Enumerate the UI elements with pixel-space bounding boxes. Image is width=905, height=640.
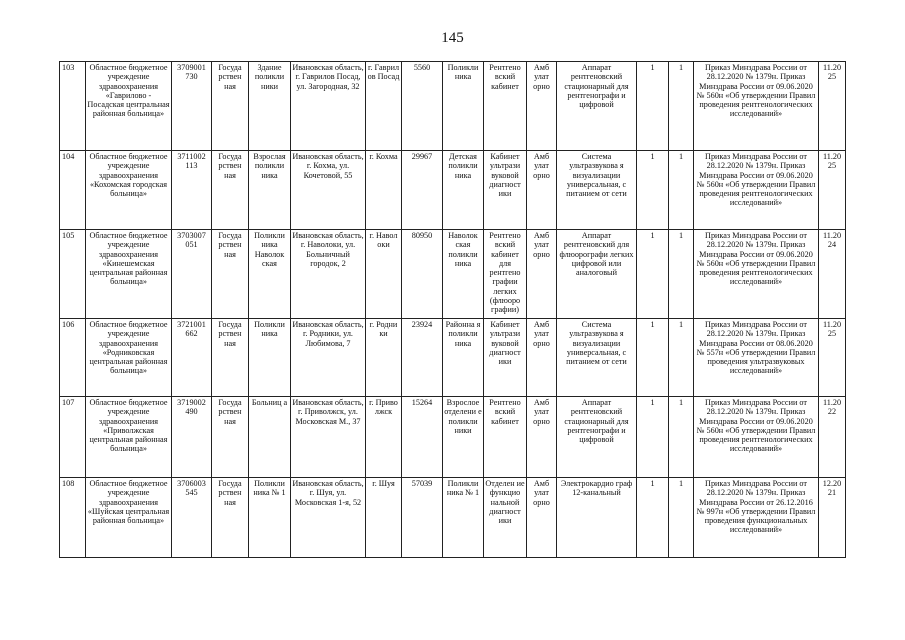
cell-address: Ивановская область, г. Наволоки, ул. Больничный городок, 2 [291, 230, 366, 319]
cell-number: 106 [60, 319, 86, 397]
cell-date: 11.20 22 [819, 397, 846, 478]
cell-room: Рентгено вский кабинет [484, 397, 527, 478]
cell-equipment: Система ультразвукова я визуализации универсальная, с питанием от сети [557, 151, 637, 230]
cell-code: 3709001 730 [172, 62, 212, 151]
cell-population: 5560 [402, 62, 443, 151]
cell-address: Ивановская область, г. Приволжск, ул. Московская М., 37 [291, 397, 366, 478]
cell-ownership: Госуда рствен ная [212, 478, 249, 558]
cell-date: 11.20 25 [819, 319, 846, 397]
cell-room: Отделен ие функцио нальной диагност ики [484, 478, 527, 558]
cell-town: г. Кохма [366, 151, 402, 230]
cell-quantity-b: 1 [669, 319, 694, 397]
table-row [60, 478, 846, 558]
cell-order: Приказ Минздрава России от 28.12.2020 № 1379н. Приказ Минздрава России от 09.06.2020 № 560н «Об утверждении Правил проведения рентгенологических исследований» [694, 62, 819, 151]
cell-quantity-a: 1 [637, 151, 669, 230]
cell-quantity-b: 1 [669, 478, 694, 558]
cell-equipment: Аппарат рентгеновский стационарный для рентгенографи и цифровой [557, 62, 637, 151]
cell-room: Кабинет ультрази вуковой диагност ики [484, 319, 527, 397]
cell-quantity-a: 1 [637, 230, 669, 319]
cell-number: 107 [60, 397, 86, 478]
cell-equipment: Электрокардио граф 12-канальный [557, 478, 637, 558]
cell-care-type: Амб улат орно [527, 62, 557, 151]
cell-town: г. Родни ки [366, 319, 402, 397]
cell-building: Поликли ника [249, 319, 291, 397]
cell-quantity-b: 1 [669, 62, 694, 151]
cell-town: г. Шуя [366, 478, 402, 558]
cell-number: 108 [60, 478, 86, 558]
cell-order: Приказ Минздрава России от 28.12.2020 № 1379н. Приказ Минздрава России от 26.12.2016 № 997н «Об утверждении Правил проведения функциональных исследований» [694, 478, 819, 558]
cell-quantity-a: 1 [637, 319, 669, 397]
cell-address: Ивановская область, г. Кохма, ул. Кочетовой, 55 [291, 151, 366, 230]
cell-department: Поликли ника № 1 [443, 478, 484, 558]
table-row [60, 397, 846, 478]
table-row [60, 319, 846, 397]
cell-population: 15264 [402, 397, 443, 478]
table-row [60, 62, 846, 151]
cell-equipment: Аппарат рентгеновский стационарный для рентгенографи и цифровой [557, 397, 637, 478]
cell-population: 29967 [402, 151, 443, 230]
cell-quantity-b: 1 [669, 151, 694, 230]
cell-organization: Областное бюджетное учреждение здравоохранения «Шуйская центральная районная больница» [86, 478, 172, 558]
cell-code: 3721001 662 [172, 319, 212, 397]
cell-department: Детская поликли ника [443, 151, 484, 230]
cell-room: Кабинет ультрази вуковой диагност ики [484, 151, 527, 230]
cell-care-type: Амб улат орно [527, 478, 557, 558]
cell-population: 80950 [402, 230, 443, 319]
cell-organization: Областное бюджетное учреждение здравоохранения «Приволжская центральная районная больница» [86, 397, 172, 478]
cell-care-type: Амб улат орно [527, 319, 557, 397]
cell-quantity-b: 1 [669, 230, 694, 319]
cell-building: Больниц а [249, 397, 291, 478]
cell-building: Взрослая поликли ника [249, 151, 291, 230]
cell-organization: Областное бюджетное учреждение здравоохранения «Кинешемская центральная районная больница» [86, 230, 172, 319]
cell-quantity-b: 1 [669, 397, 694, 478]
cell-room: Рентгено вский кабинет для рентгено графии легких (флюоро графии) [484, 230, 527, 319]
cell-population: 57039 [402, 478, 443, 558]
cell-code: 3719002 490 [172, 397, 212, 478]
cell-number: 103 [60, 62, 86, 151]
cell-number: 104 [60, 151, 86, 230]
cell-quantity-a: 1 [637, 478, 669, 558]
cell-care-type: Амб улат орно [527, 230, 557, 319]
cell-address: Ивановская область, г. Родники, ул. Любимова, 7 [291, 319, 366, 397]
cell-quantity-a: 1 [637, 62, 669, 151]
cell-ownership: Госуда рствен ная [212, 151, 249, 230]
cell-date: 11.20 25 [819, 62, 846, 151]
cell-number: 105 [60, 230, 86, 319]
cell-order: Приказ Минздрава России от 28.12.2020 № 1379н. Приказ Минздрава России от 08.06.2020 № 557н «Об утверждении Правил проведения ультразвуковых исследований» [694, 319, 819, 397]
cell-equipment: Система ультразвукова я визуализации универсальная, с питанием от сети [557, 319, 637, 397]
cell-date: 11.20 25 [819, 151, 846, 230]
cell-organization: Областное бюджетное учреждение здравоохранения «Родниковская центральная районная больница» [86, 319, 172, 397]
cell-equipment: Аппарат рентгеновский для флюорографи легких цифровой или аналоговый [557, 230, 637, 319]
cell-code: 3706003 545 [172, 478, 212, 558]
cell-order: Приказ Минздрава России от 28.12.2020 № 1379н. Приказ Минздрава России от 09.06.2020 № 560н «Об утверждении Правил проведения рентгенологических исследований» [694, 151, 819, 230]
cell-date: 12.20 21 [819, 478, 846, 558]
table-row [60, 151, 846, 230]
cell-town: г. Гаврил ов Посад [366, 62, 402, 151]
cell-organization: Областное бюджетное учреждение здравоохранения «Гаврилово - Посадская центральная районная больница» [86, 62, 172, 151]
cell-order: Приказ Минздрава России от 28.12.2020 № 1379н. Приказ Минздрава России от 09.06.2020 № 560н «Об утверждении Правил проведения рентгенологических исследований» [694, 230, 819, 319]
table-row [60, 230, 846, 319]
cell-department: Взрослое отделени е поликли ники [443, 397, 484, 478]
cell-code: 3703007 051 [172, 230, 212, 319]
cell-quantity-a: 1 [637, 397, 669, 478]
registry-table [59, 61, 846, 558]
cell-department: Районна я поликли ника [443, 319, 484, 397]
cell-department: Поликли ника [443, 62, 484, 151]
cell-building: Поликли ника Наволок ская [249, 230, 291, 319]
table-body [60, 62, 846, 558]
cell-room: Рентгено вский кабинет [484, 62, 527, 151]
cell-care-type: Амб улат орно [527, 397, 557, 478]
cell-town: г. Приво лжск [366, 397, 402, 478]
cell-town: г. Навол оки [366, 230, 402, 319]
cell-population: 23924 [402, 319, 443, 397]
cell-date: 11.20 24 [819, 230, 846, 319]
cell-care-type: Амб улат орно [527, 151, 557, 230]
cell-ownership: Госуда рствен ная [212, 397, 249, 478]
cell-code: 3711002 113 [172, 151, 212, 230]
cell-organization: Областное бюджетное учреждение здравоохранения «Кохомская городская больница» [86, 151, 172, 230]
cell-address: Ивановская область, г. Шуя, ул. Московская 1-я, 52 [291, 478, 366, 558]
cell-building: Поликли ника № 1 [249, 478, 291, 558]
page-number: 145 [441, 30, 464, 46]
cell-building: Здание поликли ники [249, 62, 291, 151]
cell-address: Ивановская область, г. Гаврилов Посад, ул. Загородная, 32 [291, 62, 366, 151]
cell-ownership: Госуда рствен ная [212, 230, 249, 319]
cell-ownership: Госуда рствен ная [212, 319, 249, 397]
cell-order: Приказ Минздрава России от 28.12.2020 № 1379н. Приказ Минздрава России от 09.06.2020 № 560н «Об утверждении Правил проведения рентгенологических исследований» [694, 397, 819, 478]
cell-ownership: Госуда рствен ная [212, 62, 249, 151]
cell-department: Наволок ская поликли ника [443, 230, 484, 319]
